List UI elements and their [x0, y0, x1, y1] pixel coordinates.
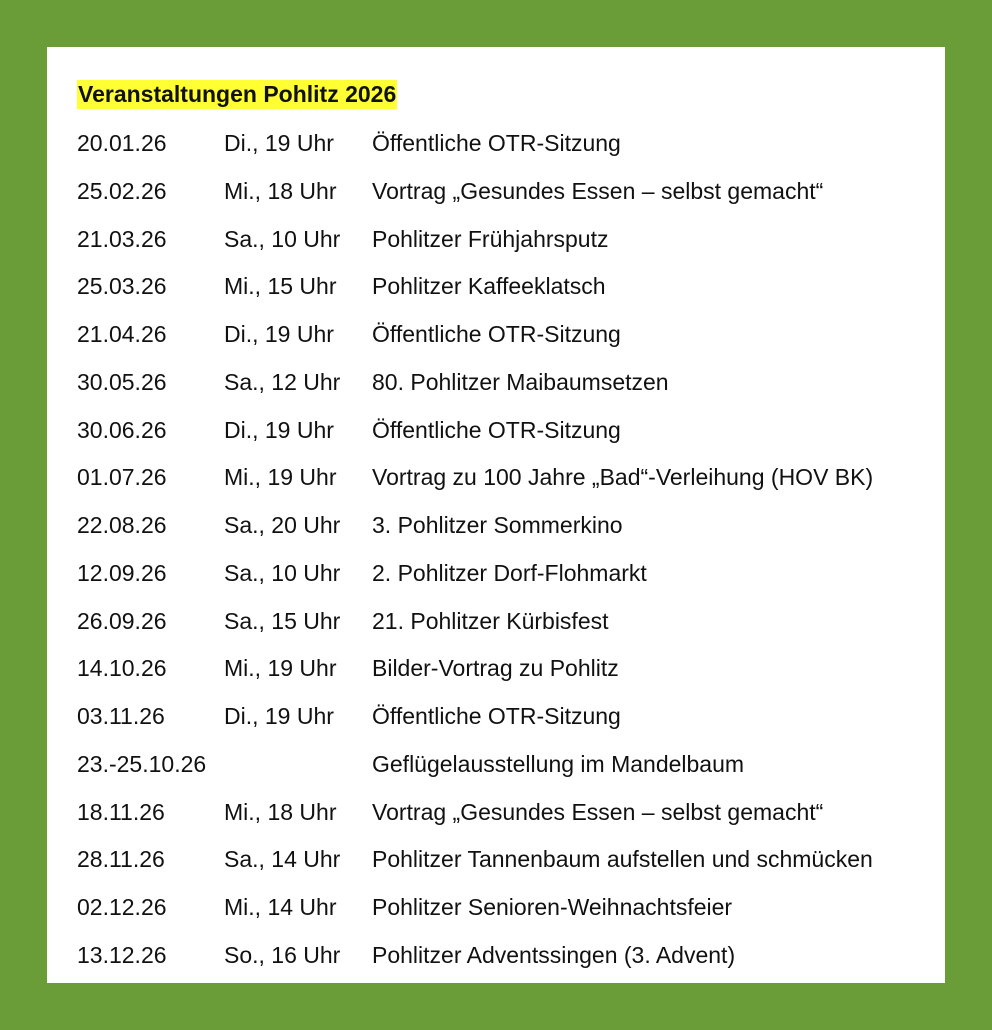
event-date: 14.10.26	[77, 655, 167, 682]
event-name: Öffentliche OTR-Sitzung	[372, 703, 621, 729]
event-date: 28.11.26	[77, 846, 165, 873]
event-name: Vortrag „Gesundes Essen – selbst gemacht“	[372, 177, 824, 204]
event-time: Mi., 15 Uhr	[224, 273, 337, 300]
event-name: Vortrag „Gesundes Essen – selbst gemacht“	[372, 798, 824, 825]
event-date: 03.11.26	[77, 703, 165, 729]
event-name: 80. Pohlitzer Maibaumsetzen	[372, 368, 669, 395]
event-name: Bilder-Vortrag zu Pohlitz	[372, 655, 619, 682]
event-name: Pohlitzer Adventssingen (3. Advent)	[372, 941, 736, 968]
event-date: 25.02.26	[77, 177, 167, 204]
event-time: Sa., 14 Uhr	[224, 846, 341, 873]
event-date: 20.01.26	[77, 130, 167, 156]
event-name: Öffentliche OTR-Sitzung	[372, 130, 621, 156]
event-name: 3. Pohlitzer Sommerkino	[372, 512, 623, 538]
event-name: 2. Pohlitzer Dorf-Flohmarkt	[372, 559, 647, 586]
event-name: Pohlitzer Tannenbaum aufstellen und schmücken	[372, 846, 873, 873]
event-time: Mi., 18 Uhr	[224, 798, 337, 825]
event-name: 21. Pohlitzer Kürbisfest	[372, 607, 609, 634]
event-name: Öffentliche OTR-Sitzung	[372, 321, 621, 347]
event-name: Pohlitzer Senioren-Weihnachtsfeier	[372, 894, 733, 920]
event-card	[47, 47, 945, 983]
event-name: Öffentliche OTR-Sitzung	[372, 416, 621, 443]
event-time: Mi., 19 Uhr	[224, 655, 337, 682]
event-date: 02.12.26	[77, 894, 167, 920]
event-date: 13.12.26	[77, 941, 167, 968]
event-date: 23.-25.10.26	[77, 750, 207, 777]
event-date: 30.05.26	[77, 368, 167, 395]
event-time: Di., 19 Uhr	[224, 321, 334, 347]
event-time: Di., 19 Uhr	[224, 416, 334, 443]
page-title: Veranstaltungen Pohlitz 2026	[78, 81, 397, 107]
event-name: Geflügelausstellung im Mandelbaum	[372, 750, 745, 777]
event-time: Mi., 19 Uhr	[224, 464, 337, 491]
event-time: Mi., 18 Uhr	[224, 177, 337, 204]
event-time: So., 16 Uhr	[224, 941, 341, 968]
event-time: Sa., 12 Uhr	[224, 368, 341, 395]
event-date: 26.09.26	[77, 607, 167, 634]
event-time: Sa., 20 Uhr	[224, 512, 341, 538]
event-name: Pohlitzer Kaffeeklatsch	[372, 273, 606, 300]
event-date: 25.03.26	[77, 273, 167, 300]
event-name: Vortrag zu 100 Jahre „Bad“-Verleihung (HOV BK)	[372, 464, 874, 491]
event-date: 30.06.26	[77, 416, 167, 443]
event-date: 18.11.26	[77, 798, 165, 825]
event-date: 01.07.26	[77, 464, 167, 491]
event-time: Di., 19 Uhr	[224, 703, 334, 729]
event-date: 21.04.26	[77, 321, 167, 347]
event-date: 12.09.26	[77, 559, 167, 586]
event-time: Sa., 10 Uhr	[224, 559, 341, 586]
event-time: Mi., 14 Uhr	[224, 894, 337, 920]
event-date: 22.08.26	[77, 512, 167, 538]
event-date: 21.03.26	[77, 225, 167, 252]
event-time: Di., 19 Uhr	[224, 130, 334, 156]
event-time: Sa., 15 Uhr	[224, 607, 341, 634]
event-name: Pohlitzer Frühjahrsputz	[372, 225, 609, 252]
event-time: Sa., 10 Uhr	[224, 225, 341, 252]
